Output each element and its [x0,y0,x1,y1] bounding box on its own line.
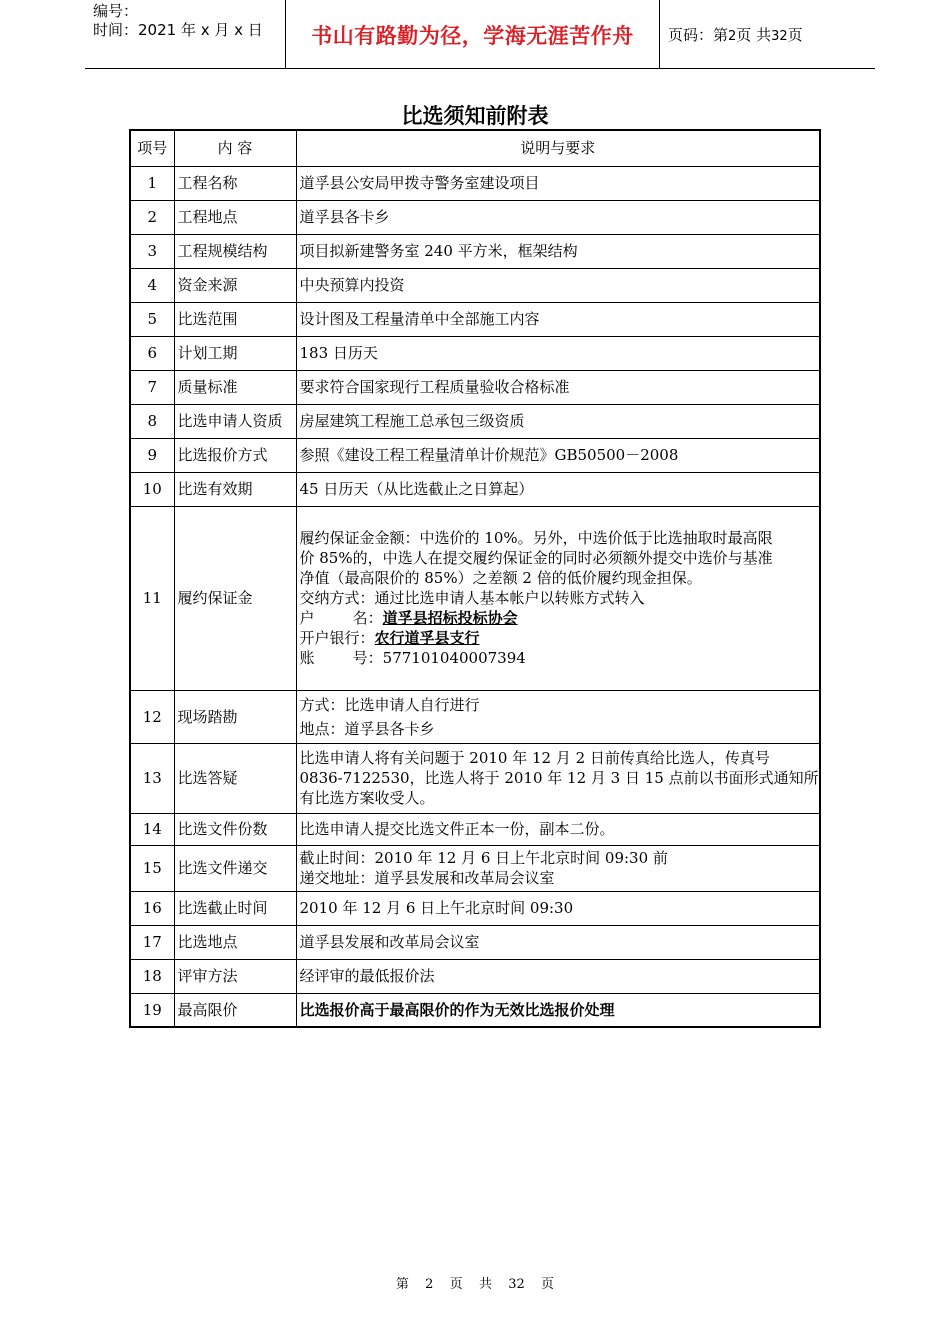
row-desc [296,268,820,302]
row-item: 比选报价方式 [174,438,296,472]
row-item: 评审方法 [174,959,296,993]
row-number: 11 [130,506,174,690]
row-number: 18 [130,959,174,993]
row-desc [296,891,820,925]
column-header-desc: 说明与要求 [296,130,820,166]
header-meta [93,2,283,40]
row-item: 比选有效期 [174,472,296,506]
desc-line: 项目拟新建警务室 240 平方米，框架结构 [299,242,578,260]
bank-line [300,628,817,648]
row-desc [296,472,820,506]
desc-line: 道孚县各卡乡 [299,208,390,226]
desc-line: 要求符合国家现行工程质量验收合格标准 [299,378,570,396]
row-item: 计划工期 [174,336,296,370]
row-number: 13 [130,743,174,813]
row-desc [296,959,820,993]
row-item: 资金来源 [174,268,296,302]
desc-line: 有比选方案收受人。 [299,789,435,807]
desc-line: 地点：道孚县各卡乡 [299,719,435,738]
row-number: 5 [130,302,174,336]
number-label: 编号： [93,2,139,20]
row-desc [296,370,820,404]
table-row [130,993,820,1027]
row-number: 1 [130,166,174,200]
table-row [130,234,820,268]
table-row [130,891,820,925]
page-footer: 第 2 页 共 32 页 [395,1277,555,1292]
table-row [130,268,820,302]
header-motto: 书山有路勤为径，学海无涯苦作舟 [311,24,634,48]
row-desc [296,743,820,813]
desc-line: 道孚县发展和改革局会议室 [299,933,480,951]
page-header [85,0,875,69]
desc-line: 方式：比选申请人自行进行 [299,695,480,714]
time-label: 时间： [93,21,139,39]
row-desc [296,336,820,370]
row-desc [296,813,820,845]
row-desc [296,234,820,268]
row-item: 比选文件份数 [174,813,296,845]
account-name-label: 户 名： [299,609,383,627]
row-item: 比选文件递交 [174,845,296,891]
desc-line: 房屋建筑工程施工总承包三级资质 [299,412,525,430]
account-no-label: 账 号： [299,649,383,667]
desc-line: 2010 年 12 月 6 日上午北京时间 09:30 [299,899,574,917]
desc-line: 比选申请人提交比选文件正本一份，副本二份。 [299,820,615,838]
row-number: 7 [130,370,174,404]
row-item: 工程规模结构 [174,234,296,268]
row-number: 8 [130,404,174,438]
row-desc [296,404,820,438]
row-item: 工程地点 [174,200,296,234]
column-header-no: 项号 [130,130,174,166]
desc-line: 183 日历天 [299,344,378,362]
row-number: 10 [130,472,174,506]
time-line [93,21,283,40]
row-desc [296,166,820,200]
desc-line: 交纳方式：通过比选申请人基本帐户以转账方式转入 [299,589,645,607]
page-label: 页码：第 [668,26,729,44]
table-row [130,200,820,234]
row-item: 质量标准 [174,370,296,404]
bank-name: 农行道孚县支行 [374,629,480,647]
desc-line: 经评审的最低报价法 [299,967,435,985]
row-item: 比选申请人资质 [174,404,296,438]
table-row [130,472,820,506]
row-item: 比选地点 [174,925,296,959]
page-total: 32 [771,29,788,44]
row-number: 3 [130,234,174,268]
row-desc [296,438,820,472]
desc-line: 比选申请人将有关问题于 2010 年 12 月 2 日前传真给比选人，传真号 [299,749,770,767]
row-desc [296,845,820,891]
row-desc [296,200,820,234]
desc-line: 递交地址：道孚县发展和改革局会议室 [299,869,555,887]
row-number: 12 [130,690,174,743]
table-row [130,690,820,743]
row-number: 6 [130,336,174,370]
desc-line: 净值（最高限价的 85%）之差额 2 倍的低价履约现金担保。 [299,569,702,587]
desc-line: 45 日历天（从比选截止之日算起） [299,480,534,498]
row-item: 比选范围 [174,302,296,336]
row-desc [296,302,820,336]
row-item: 现场踏勘 [174,690,296,743]
account-name-line [300,608,817,628]
column-header-item: 内 容 [174,130,296,166]
table-row [130,743,820,813]
desc-line: 0836-7122530，比选人将于 2010 年 12 月 3 日 15 点前以书面形式通知所 [299,769,819,787]
page-end-label: 页 [787,26,803,44]
row-item: 比选截止时间 [174,891,296,925]
row-item: 比选答疑 [174,743,296,813]
desc-line: 价 85%的，中选人在提交履约保证金的同时必须额外提交中选价与基准 [299,549,773,567]
desc-line: 参照《建设工程工程量清单计价规范》GB50500－2008 [299,446,679,464]
row-number: 4 [130,268,174,302]
row-number: 9 [130,438,174,472]
row-number: 16 [130,891,174,925]
row-desc [296,993,820,1027]
table-row [130,370,820,404]
table-row [130,959,820,993]
page-mid-label: 页 共 [736,26,772,44]
row-number: 17 [130,925,174,959]
desc-line: 比选报价高于最高限价的作为无效比选报价处理 [299,1000,615,1019]
row-number: 14 [130,813,174,845]
table-row [130,813,820,845]
header-divider [659,0,660,68]
row-number: 2 [130,200,174,234]
page-number: 2 [728,29,737,44]
account-no-line [300,648,817,668]
desc-line: 中央预算内投资 [299,276,405,294]
table-row [130,438,820,472]
row-desc [296,690,820,743]
table-row [130,302,820,336]
document-title: 比选须知前附表 [401,104,549,128]
desc-line: 截止时间：2010 年 12 月 6 日上午北京时间 09:30 前 [299,849,668,867]
table-row [130,166,820,200]
time-value: 2021 年 x 月 x 日 [138,21,263,39]
account-name: 道孚县招标投标协会 [382,609,518,627]
account-number: 577101040007394 [382,649,526,667]
row-desc [296,506,820,690]
requirements-table [129,129,821,1028]
desc-line: 道孚县公安局甲拨寺警务室建设项目 [299,174,540,192]
header-page-info [668,24,868,45]
table-row [130,336,820,370]
table-header-row [130,130,820,166]
table-row [130,404,820,438]
row-number: 15 [130,845,174,891]
row-desc [296,925,820,959]
table-row [130,506,820,690]
table-row [130,925,820,959]
row-item: 工程名称 [174,166,296,200]
desc-line: 履约保证金金额：中选价的 10%。另外，中选价低于比选抽取时最高限 [299,529,773,547]
row-item: 履约保证金 [174,506,296,690]
table-row [130,845,820,891]
row-item: 最高限价 [174,993,296,1027]
row-number: 19 [130,993,174,1027]
desc-line: 设计图及工程量清单中全部施工内容 [299,310,540,328]
bank-label: 开户银行： [299,629,375,647]
